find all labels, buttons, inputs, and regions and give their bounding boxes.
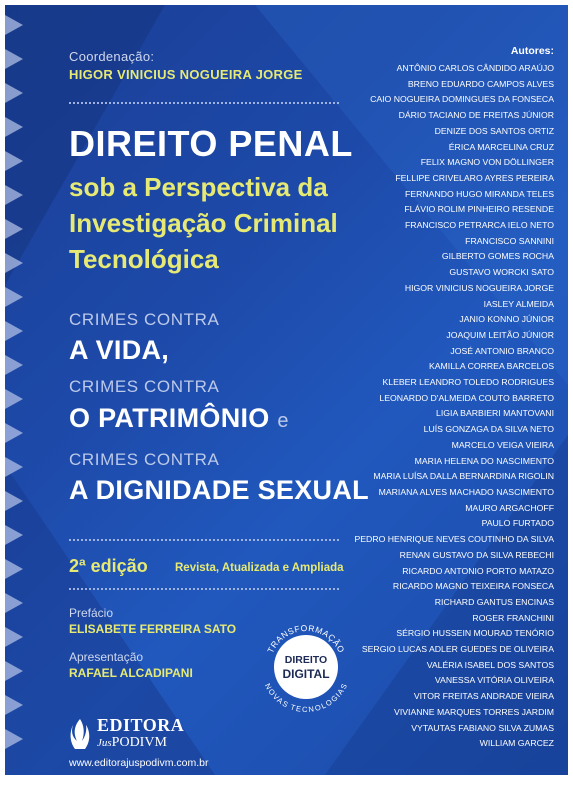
author-name: ÉRICA MARCELINA CRUZ — [448, 141, 554, 152]
crimes-prefix-2: CRIMES CONTRA — [69, 377, 220, 396]
crimes-connector: e — [277, 410, 289, 432]
author-name: FERNANDO HUGO MIRANDA TELES — [405, 188, 554, 199]
badge-bottom-text: NOVAS TECNOLOGIAS — [262, 681, 350, 713]
author-name: MARCELO VEIGA VIEIRA — [451, 439, 554, 450]
author-name: FELIX MAGNO VON DÖLLINGER — [420, 157, 554, 168]
author-name: SERGIO LUCAS ADLER GUEDES DE OLIVEIRA — [361, 644, 554, 655]
author-name: DENIZE DOS SANTOS ORTIZ — [434, 125, 554, 136]
badge-line-1: DIREITO — [284, 654, 328, 666]
author-name: PEDRO HENRIQUE NEVES COUTINHO DA SILVA — [354, 534, 554, 545]
crimes-prefix-3: CRIMES CONTRA — [69, 450, 220, 469]
author-name: FELLIPE CRIVELARO AYRES PEREIRA — [395, 172, 554, 183]
publisher-logo — [69, 711, 249, 761]
author-name: SÉRGIO HUSSEIN MOURAD TENÓRIO — [396, 628, 554, 639]
author-name: WILLIAM GARCEZ — [479, 738, 554, 749]
publisher-subname-prefix: Jus — [97, 737, 112, 749]
author-name: LEONARDO D'ALMEIDA COUTO BARRETO — [379, 392, 554, 403]
author-name: VIVIANNE MARQUES TORRES JARDIM — [394, 706, 554, 717]
author-name: FRANCISCO SANNINI — [465, 235, 554, 246]
publisher-flame-icon — [69, 717, 91, 751]
author-name: RICARDO ANTONIO PORTO MATAZO — [402, 565, 554, 576]
badge-top-text: TRANSFORMAÇÃO — [265, 622, 347, 655]
author-name: GUSTAVO WORCKI SATO — [449, 267, 554, 278]
author-name: VITOR FREITAS ANDRADE VIEIRA — [413, 691, 554, 702]
crimes-life: A VIDA, — [69, 335, 170, 365]
divider — [69, 588, 339, 590]
author-name: PAULO FURTADO — [481, 518, 554, 529]
author-name: MARIA HELENA DO NASCIMENTO — [414, 455, 554, 466]
author-name: KAMILLA CORREA BARCELOS — [428, 361, 554, 372]
publisher-subname-main: PODIVM — [111, 735, 167, 750]
coordination-label: Coordenação: — [69, 49, 155, 64]
author-name: JOSÉ ANTONIO BRANCO — [450, 345, 554, 356]
publisher-website: www.editorajuspodivm.com.br — [69, 757, 209, 769]
author-name: IASLEY ALMEIDA — [483, 298, 554, 309]
author-name: RICHARD GANTUS ENCINAS — [434, 596, 554, 607]
edition-number: 2ª edição — [69, 556, 148, 576]
authors-label: Autores: — [510, 45, 554, 57]
subtitle-line-1: sob a Perspectiva da — [69, 172, 328, 202]
author-name: ROGER FRANCHINI — [472, 612, 554, 623]
authors-list — [334, 45, 554, 752]
author-name: RICARDO MAGNO TEIXEIRA FONSECA — [392, 581, 554, 592]
edition-note: Revista, Atualizada e Ampliada — [175, 562, 344, 574]
subtitle-line-2: Investigação Criminal — [69, 208, 338, 238]
badge-line-2: DIGITAL — [282, 667, 330, 681]
preface-name: ELISABETE FERREIRA SATO — [69, 622, 237, 636]
author-name: KLEBER LEANDRO TOLEDO RODRIGUES — [382, 377, 554, 388]
author-name: DÁRIO TACIANO DE FREITAS JÚNIOR — [398, 110, 554, 121]
author-name: RENAN GUSTAVO DA SILVA REBECHI — [399, 549, 554, 560]
book-title: DIREITO PENAL — [69, 123, 353, 164]
presentation-name: RAFAEL ALCADIPANI — [69, 666, 193, 680]
preface-label: Prefácio — [69, 606, 114, 620]
author-name: LUÍS GONZAGA DA SILVA NETO — [423, 424, 554, 435]
presentation-label: Apresentação — [69, 650, 144, 664]
author-name: JANIO KONNO JÚNIOR — [459, 314, 554, 325]
author-name: VALÉRIA ISABEL DOS SANTOS — [426, 659, 554, 670]
author-name: MARIANA ALVES MACHADO NASCIMENTO — [378, 486, 554, 497]
author-name: ANTÔNIO CARLOS CÂNDIDO ARAÚJO — [396, 63, 554, 73]
author-name: VANESSA VITÓRIA OLIVEIRA — [434, 675, 554, 686]
publisher-name: EDITORA — [97, 715, 185, 735]
author-name: MAURO ARGACHOFF — [465, 502, 554, 513]
book-cover — [5, 5, 568, 775]
crimes-property: O PATRIMÔNIO — [69, 403, 270, 433]
publisher-subname — [97, 735, 167, 751]
author-name: VYTAUTAS FABIANO SILVA ZUMAS — [411, 722, 554, 733]
crimes-property-line — [69, 403, 289, 434]
divider — [69, 102, 339, 104]
author-name: FRANCISCO PETRARCA IELO NETO — [404, 220, 554, 231]
crimes-dignity: A DIGNIDADE SEXUAL — [69, 475, 369, 505]
author-name: BRENO EDUARDO CAMPOS ALVES — [407, 78, 554, 89]
author-name: CAIO NOGUEIRA DOMINGUES DA FONSECA — [370, 94, 554, 105]
author-name: FLÁVIO ROLIM PINHEIRO RESENDE — [404, 204, 554, 215]
author-name: LIGIA BARBIERI MANTOVANI — [436, 408, 554, 419]
subtitle-line-3: Tecnológica — [69, 244, 219, 274]
author-name: HIGOR VINICIUS NOGUEIRA JORGE — [404, 282, 554, 293]
author-name: MARIA LUÍSA DALLA BERNARDINA RIGOLIN — [373, 471, 554, 482]
crimes-prefix-1: CRIMES CONTRA — [69, 310, 220, 329]
divider — [69, 539, 339, 541]
author-name: GILBERTO GOMES ROCHA — [441, 251, 554, 262]
author-name: JOAQUIM LEITÃO JÚNIOR — [446, 329, 554, 340]
coordinator-name: HIGOR VINICIUS NOGUEIRA JORGE — [69, 67, 303, 82]
